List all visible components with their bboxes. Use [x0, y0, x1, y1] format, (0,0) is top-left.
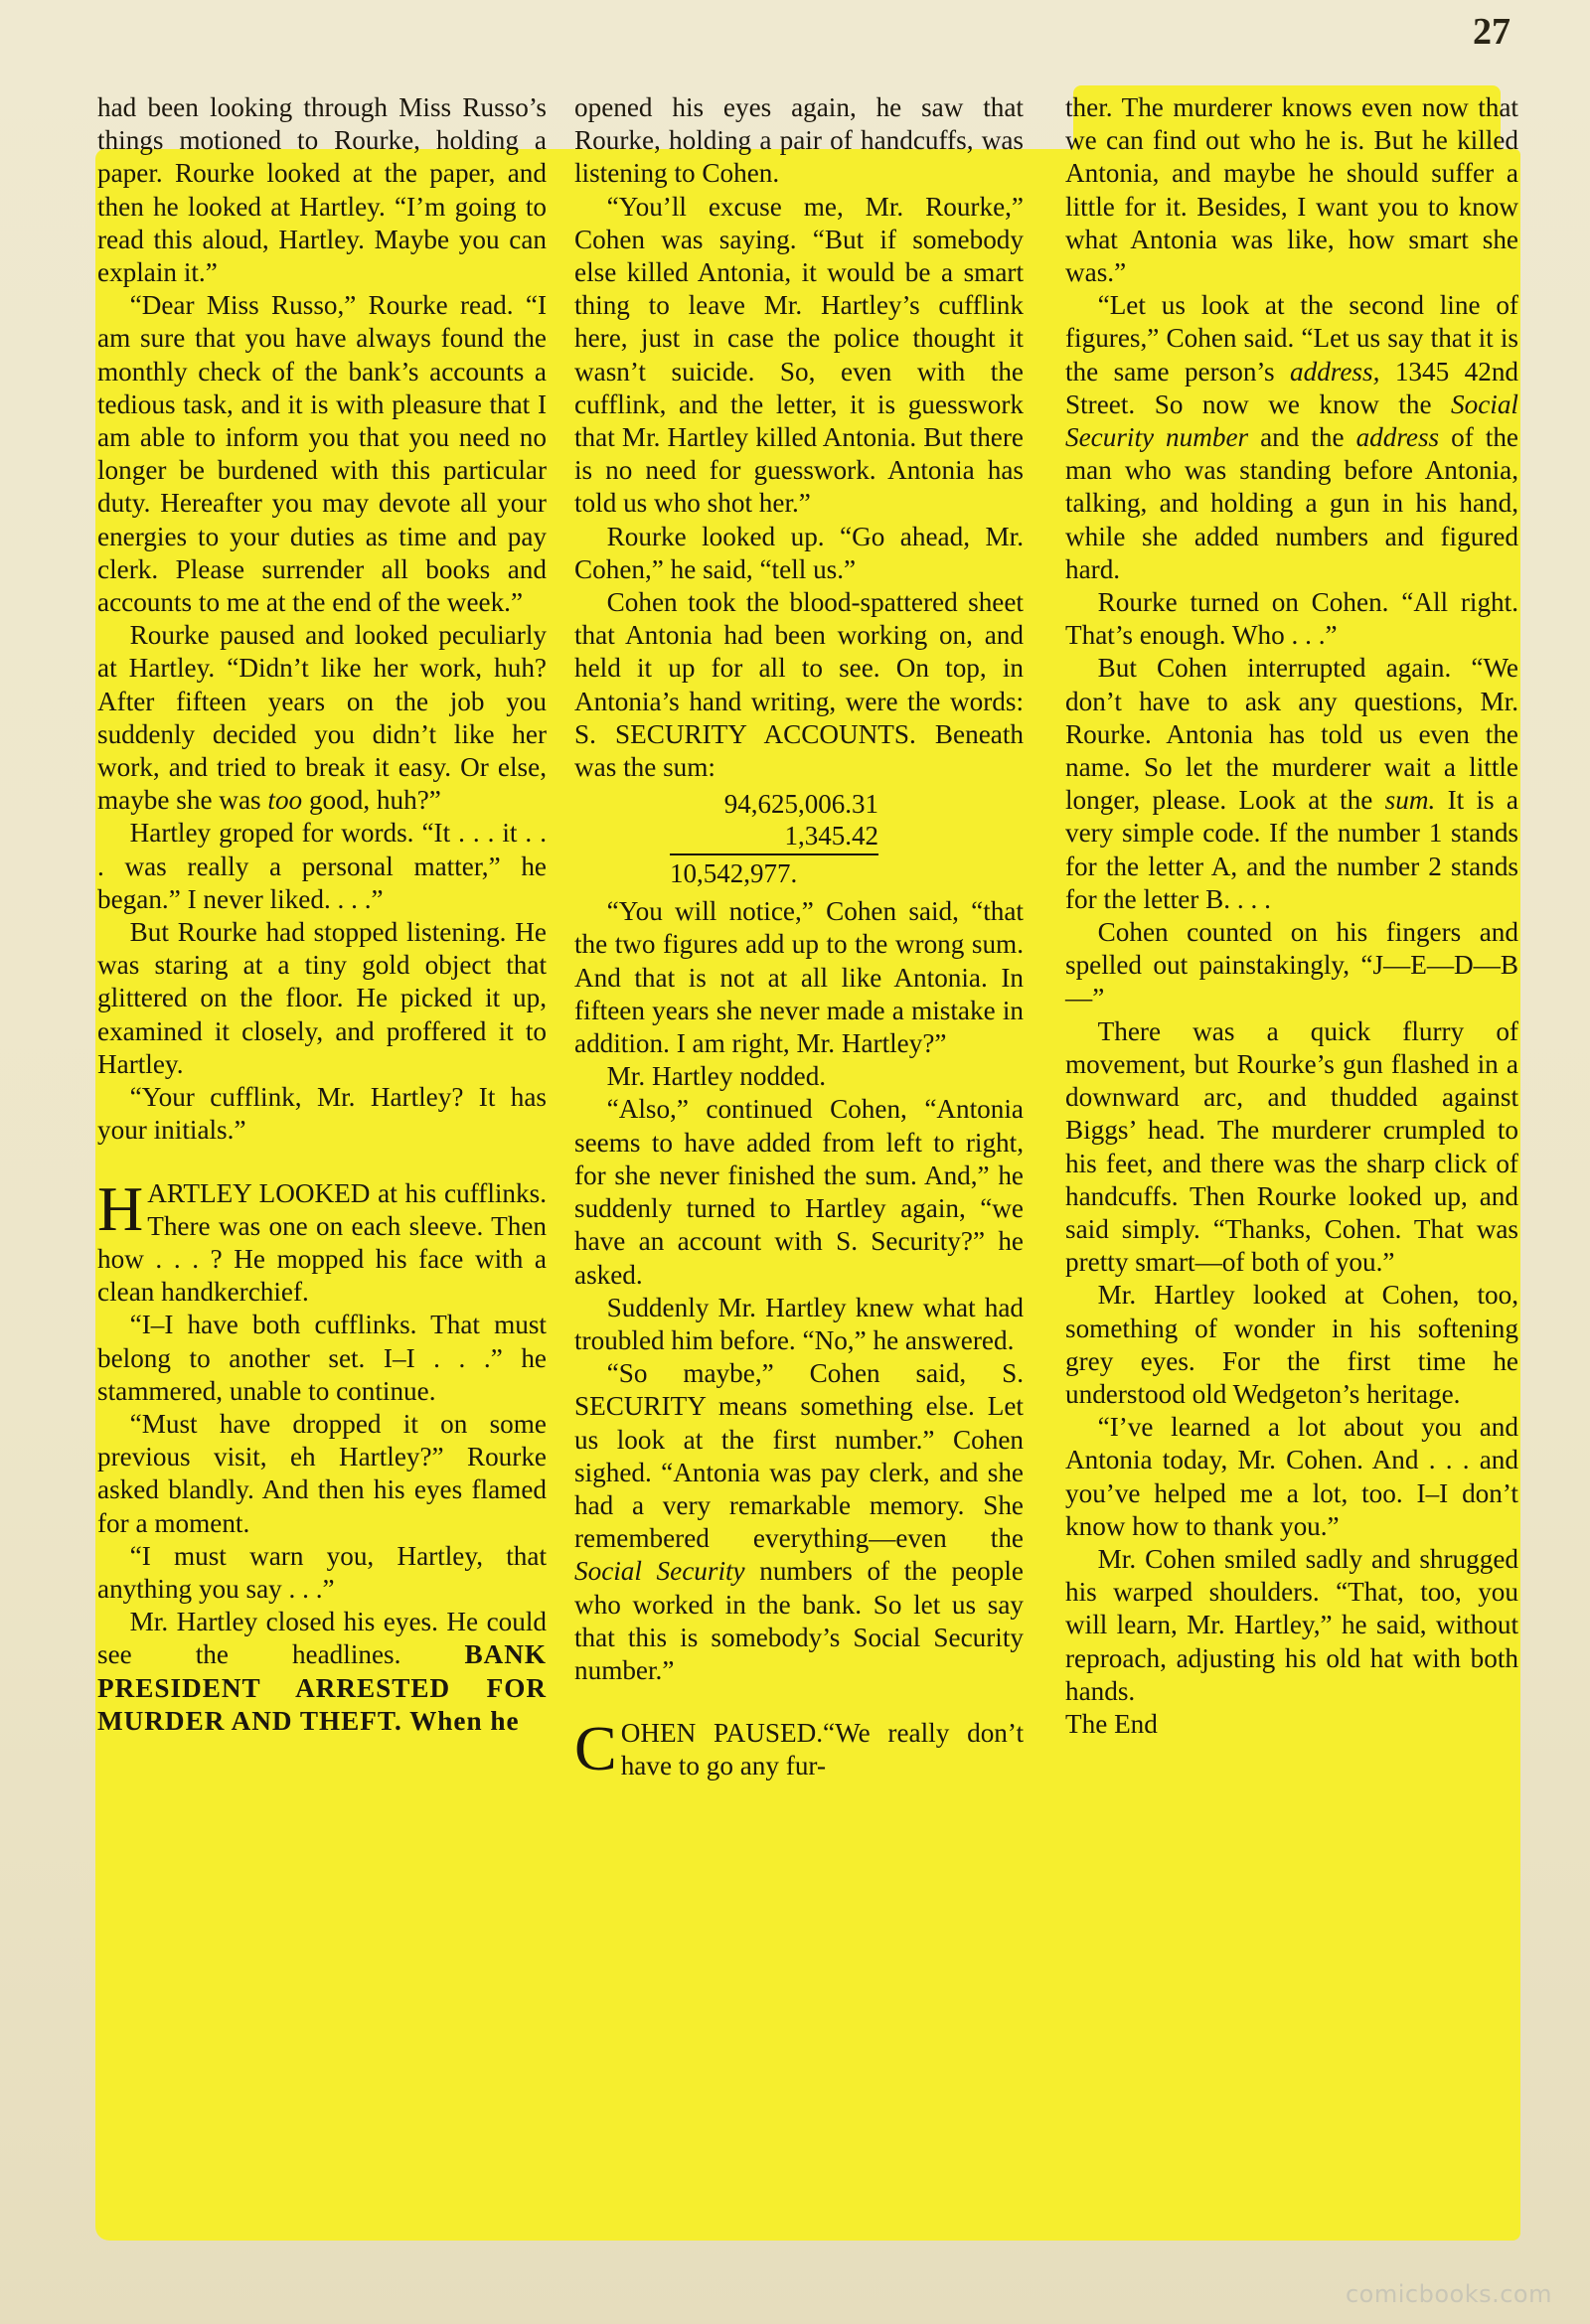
- paragraph: “I must warn you, Hartley, that anything you say . . .”: [97, 1540, 547, 1604]
- paragraph: Mr. Hartley nodded.: [606, 1061, 827, 1092]
- sum-figures: [670, 788, 878, 889]
- section-lead-paragraph: HARTLEY LOOKED at his cufflinks. There was one on each sleeve. Then how . . . ? He mopped his face with a clean handkerchief.: [97, 1172, 547, 1308]
- paragraph: Rourke paused and looked peculiarly at Hartley. “Didn’t like her work, huh? After fifteen years on the job you suddenly decided you didn’t like her work, and tried to break it easy. Or else, maybe she was too good, huh?”: [97, 620, 547, 816]
- drop-cap: H: [97, 1172, 144, 1244]
- page-number: 27: [1473, 11, 1510, 53]
- paragraph: “Let us look at the second line of figures,” Cohen said. “Let us say that it is the same person’s address, 1345 42nd Street. So now we know the Social Security number and the address of the man who was standing before Antonia, talking, and holding a gun in his hand, while she added numbers and figured hard.: [1065, 290, 1519, 584]
- the-end-label: The End: [1065, 1708, 1158, 1739]
- paragraph: Rourke turned on Cohen. “All right. That’s enough. Who . . .”: [1065, 587, 1518, 651]
- paragraph: Mr. Hartley closed his eyes. He could see the headlines. BANK PRESIDENT ARRESTED FOR MURDER AND THEFT. When he: [97, 1607, 547, 1736]
- paragraph: had been looking through Miss Russo’s things motioned to Rourke, holding a paper. Rourke looked at the paper, and then he looked at Hartley. “I’m going to read this aloud, Hartley. Maybe you can explain it.”: [97, 92, 547, 288]
- paragraph: “Dear Miss Russo,” Rourke read. “I am sure that you have always found the monthly check of the bank’s accounts a tedious task, and it is with pleasure that I am able to inform you that you need no longer be burdened with this particular duty. Hereafter you may devote all your energies to your duties as time and pay clerk. Please surrender all books and accounts to me at the end of the week.”: [97, 290, 547, 618]
- paragraph: Rourke looked up. “Go ahead, Mr. Cohen,” he said, “tell us.”: [574, 521, 1024, 584]
- paragraph: But Rourke had stopped listening. He was staring at a tiny gold object that glittered on the floor. He picked it up, examined it closely, and proffered it to Hartley.: [97, 917, 547, 1079]
- text-column-3: [1065, 91, 1518, 1741]
- paragraph: Mr. Hartley looked at Cohen, too, something of wonder in his softening grey eyes. For the first time he understood old Wedgeton’s heritage.: [1065, 1280, 1518, 1409]
- text-column-2: [574, 91, 1024, 1783]
- paragraph: Hartley groped for words. “It . . . it . . . was really a personal matter,” he began.” I never liked. . . .”: [97, 818, 547, 914]
- paragraph: ther. The murderer knows even now that we can find out who he is. But he killed Antonia, and maybe he should suffer a little for it. Besides, I want you to know what Antonia was like, how smart she was.”: [1065, 92, 1518, 288]
- paragraph: But Cohen interrupted again. “We don’t have to ask any questions, Mr. Rourke. Antonia has told us even the name. So let the murderer wait a little longer, please. Look at the sum. It is a very simple code. If the number 1 stands for the letter A, and the number 2 stands for the letter B. . . .: [1065, 653, 1518, 914]
- paragraph: “You’ll excuse me, Mr. Rourke,” Cohen was saying. “But if somebody else killed Antonia, it would be a smart thing to leave Mr. Hartley’s cufflink here, just in case the police thought it wasn’t suicide. So, even with the cufflink, and the letter, it is guesswork that Mr. Hartley killed Antonia. But there is no need for guesswork. Antonia has told us who shot her.”: [574, 191, 1024, 519]
- paragraph: “I’ve learned a lot about you and Antonia today, Mr. Cohen. And . . . and you’ve helped me a lot, too. I–I don’t know how to thank you.”: [1065, 1412, 1518, 1541]
- paragraph: “Your cufflink, Mr. Hartley? It has your initials.”: [97, 1082, 547, 1146]
- paragraph: Mr. Cohen smiled sadly and shrugged his warped shoulders. “That, too, you will learn, Mr. Hartley,” he said, without reproach, adjusting his old hat with both hands.: [1065, 1543, 1518, 1706]
- paragraph: Cohen counted on his fingers and spelled out painstakingly, “J—E—D—B—”: [1065, 917, 1518, 1013]
- sum-divider: [670, 853, 878, 855]
- paragraph: “You will notice,” Cohen said, “that the two figures add up to the wrong sum. And that is not at all like Antonia. In fifteen years she never made a mistake in addition. I am right, Mr. Hartley?”: [574, 896, 1024, 1059]
- paragraph: “Also,” continued Cohen, “Antonia seems to have added from left to right, for she never finished the sum. And,” he suddenly turned to Hartley again, “we have an account with S. Security?” he asked.: [574, 1094, 1024, 1290]
- paragraph: opened his eyes again, he saw that Rourke, holding a pair of handcuffs, was listening to Cohen.: [574, 92, 1024, 189]
- text-column-1: [97, 91, 547, 1738]
- sum-line-2: 1,345.42: [784, 821, 878, 852]
- paragraph: Suddenly Mr. Hartley knew what had troubled him before. “No,” he answered.: [574, 1292, 1024, 1355]
- paragraph: “Must have dropped it on some previous visit, eh Hartley?” Rourke asked blandly. And then his eyes flamed for a moment.: [97, 1408, 547, 1538]
- sum-line-1: 94,625,006.31: [723, 789, 878, 820]
- drop-cap: C: [574, 1713, 617, 1784]
- section-lead-paragraph: COHEN PAUSED.“We really don’t have to go any fur-: [574, 1713, 1024, 1784]
- watermark: comicbooks.com: [1345, 2280, 1552, 2308]
- paragraph: “So maybe,” Cohen said, S. SECURITY means something else. Let us look at the first number.” Cohen sighed. “Antonia was pay clerk, and she had a very remarkable memory. She remembered everything—even the Social Security numbers of the people who worked in the bank. So let us say that this is somebody’s Social Security number.”: [574, 1358, 1024, 1685]
- paragraph: There was a quick flurry of movement, but Rourke’s gun flashed in a downward arc, and thudded against Biggs’ head. The murderer crumpled to his feet, and there was the sharp click of handcuffs. Then Rourke looked up, and said simply. “Thanks, Cohen. That was pretty smart—of both of you.”: [1065, 1015, 1518, 1278]
- paragraph: “I–I have both cufflinks. That must belong to another set. I–I . . .” he stammered, unable to continue.: [97, 1310, 547, 1406]
- paragraph: Cohen took the blood-spattered sheet that Antonia had been working on, and held it up for all to see. On top, in Antonia’s hand writing, were the words: S. SECURITY ACCOUNTS. Beneath was the sum:: [574, 587, 1024, 783]
- headline-text: BANK PRESIDENT ARRESTED FOR MURDER AND THEFT.: [97, 1639, 547, 1736]
- sum-result: 10,542,977.: [670, 858, 798, 889]
